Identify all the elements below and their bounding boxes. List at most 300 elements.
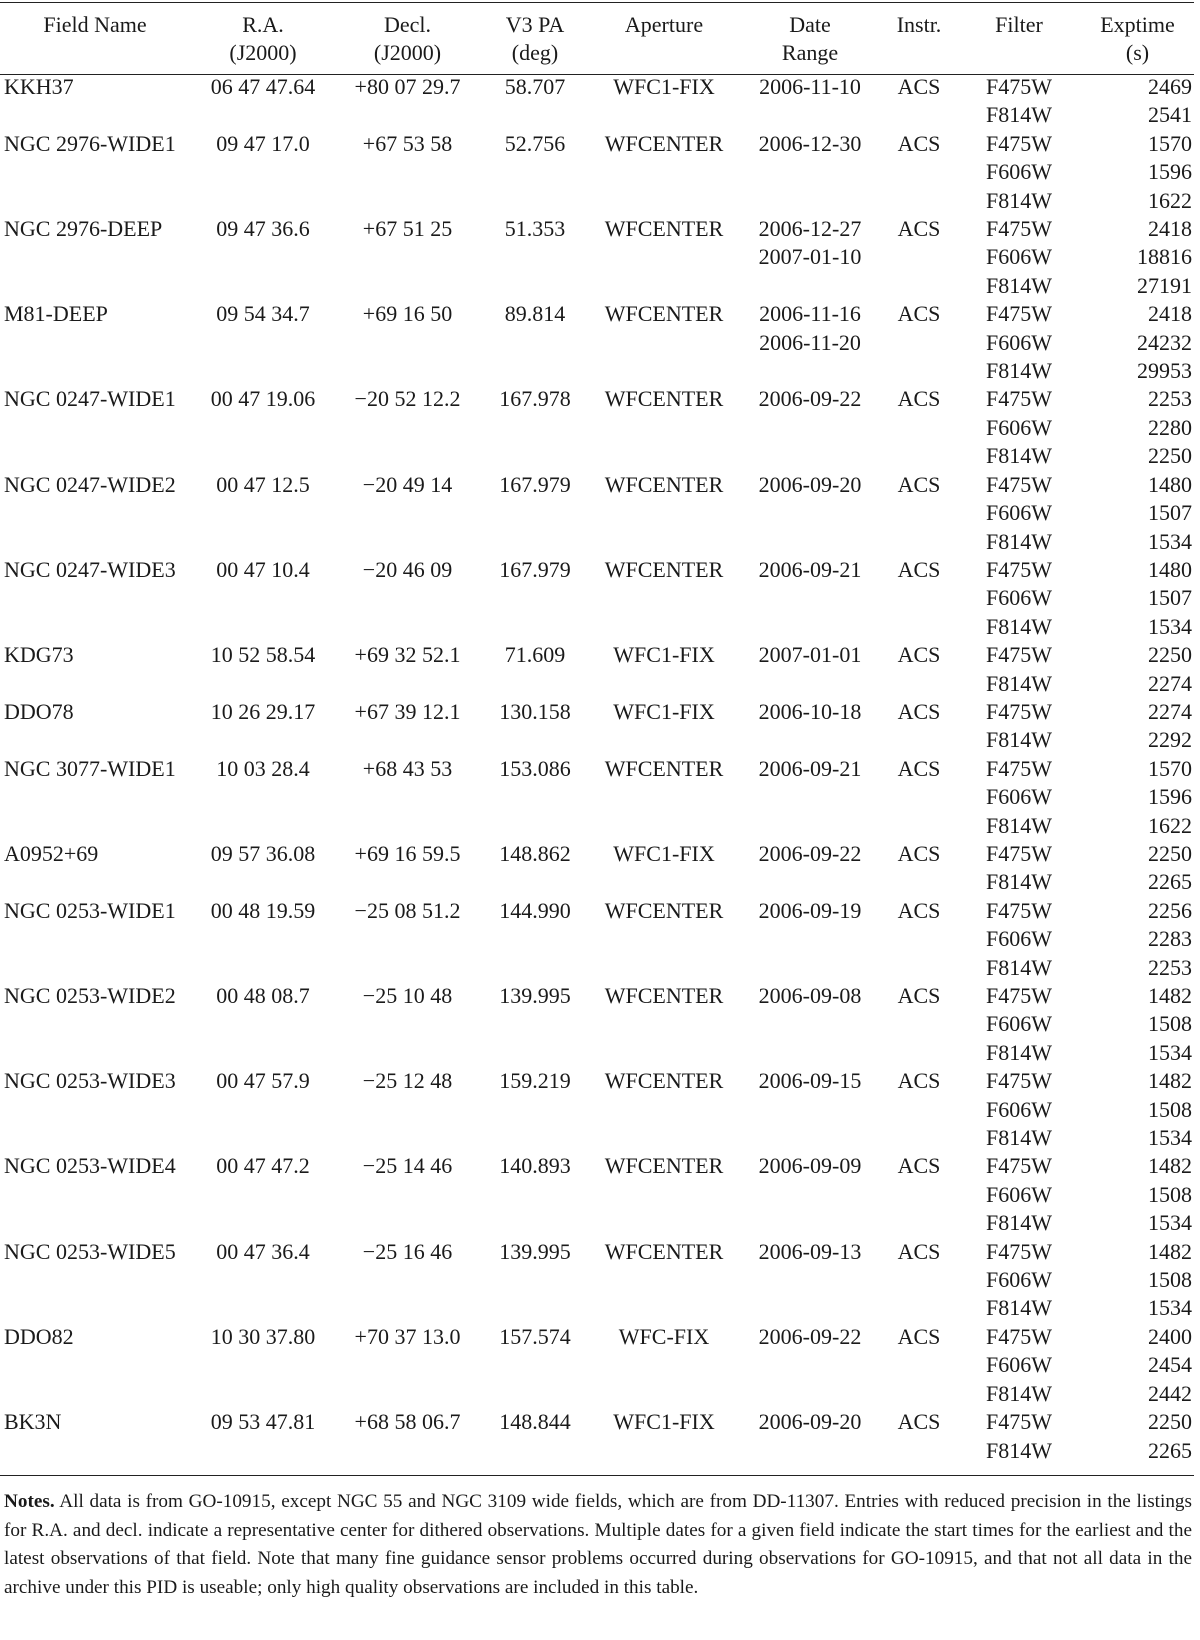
cell-filter: F475W [986, 1409, 1052, 1435]
cell-decl [336, 726, 479, 754]
cell-aperture [591, 528, 737, 556]
cell-v3pa [479, 442, 591, 470]
cell-ra: 10 03 28.4 [216, 755, 310, 781]
cell-exptime: 27191 [1137, 272, 1192, 298]
cell-field-name [0, 1437, 190, 1465]
cell-filter: F606W [986, 500, 1052, 526]
cell-aperture [591, 1181, 737, 1209]
cell-ra [190, 1294, 336, 1322]
cell-aperture [591, 726, 737, 754]
header-ra-unit: (J2000) [229, 40, 297, 65]
cell-instr: ACS [897, 1323, 941, 1349]
cell-ra [190, 1096, 336, 1124]
cell-date: 2006-09-19 [758, 897, 862, 923]
cell-v3pa: 153.086 [499, 755, 571, 781]
cell-v3pa [479, 158, 591, 186]
cell-filter: F814W [986, 954, 1052, 980]
cell-exptime: 2253 [1148, 954, 1192, 980]
cell-decl [336, 272, 479, 300]
cell-aperture [591, 243, 737, 271]
cell-exptime: 2265 [1148, 869, 1192, 895]
cell-aperture: WFCENTER [604, 983, 724, 1008]
cell-decl: +68 58 06.7 [354, 1409, 461, 1435]
cell-field-name: NGC 0253-WIDE1 [4, 897, 176, 923]
cell-field-name [0, 1380, 190, 1408]
cell-instr [883, 868, 955, 896]
cell-exptime: 2541 [1148, 102, 1192, 128]
cell-field-name: NGC 0247-WIDE2 [4, 471, 176, 497]
cell-decl: +68 43 53 [362, 755, 453, 781]
cell-instr [883, 1124, 955, 1152]
cell-date: 2007-01-10 [758, 244, 862, 270]
cell-ra [190, 499, 336, 527]
table-row [0, 1408, 1194, 1436]
cell-date [737, 101, 883, 129]
table-row [0, 1380, 1194, 1408]
header-filter-sub [955, 39, 1083, 73]
table-row [0, 982, 1194, 1010]
cell-instr: ACS [897, 74, 941, 99]
cell-field-name: NGC 2976-DEEP [4, 216, 163, 242]
cell-field-name: NGC 0247-WIDE3 [4, 556, 176, 582]
cell-date [737, 1351, 883, 1379]
cell-v3pa: 167.979 [499, 471, 571, 497]
cell-v3pa [479, 1437, 591, 1465]
cell-field-name [0, 783, 190, 811]
cell-field-name [0, 101, 190, 129]
cell-filter: F475W [986, 386, 1052, 412]
cell-date [737, 670, 883, 698]
cell-ra: 10 30 37.80 [210, 1323, 316, 1349]
cell-decl [336, 1380, 479, 1408]
cell-aperture [591, 812, 737, 840]
cell-field-name [0, 1266, 190, 1294]
cell-ra [190, 187, 336, 215]
header-row-2 [0, 39, 1194, 73]
cell-filter: F606W [986, 1267, 1052, 1293]
cell-decl [336, 357, 479, 385]
table-row [0, 158, 1194, 186]
cell-v3pa: 167.978 [499, 386, 571, 412]
cell-aperture: WFCENTER [604, 1153, 724, 1179]
cell-exptime: 1534 [1148, 1295, 1192, 1321]
cell-decl: +69 32 52.1 [354, 642, 461, 668]
cell-instr: ACS [897, 698, 941, 724]
cell-filter: F475W [986, 1068, 1052, 1094]
cell-decl [336, 158, 479, 186]
cell-aperture: WFC1-FIX [613, 74, 715, 99]
header-aperture-sub [591, 39, 737, 73]
cell-field-name: NGC 0253-WIDE5 [4, 1238, 176, 1264]
cell-field-name [0, 868, 190, 896]
cell-v3pa: 89.814 [504, 301, 566, 327]
table-row [0, 584, 1194, 612]
cell-field-name [0, 954, 190, 982]
cell-date [737, 442, 883, 470]
cell-filter: F814W [986, 102, 1052, 128]
cell-aperture: WFC1-FIX [613, 698, 715, 724]
cell-date: 2006-12-27 [758, 216, 862, 242]
cell-exptime: 1622 [1148, 187, 1192, 213]
cell-field-name [0, 1124, 190, 1152]
cell-instr: ACS [897, 642, 941, 668]
cell-ra [190, 1351, 336, 1379]
cell-filter: F814W [986, 1437, 1052, 1463]
table-row [0, 1351, 1194, 1379]
table-row [0, 1124, 1194, 1152]
cell-instr [883, 1039, 955, 1067]
cell-decl [336, 442, 479, 470]
cell-filter: F606W [986, 585, 1052, 611]
cell-ra: 00 47 10.4 [216, 556, 310, 582]
cell-date: 2006-11-20 [759, 329, 861, 355]
cell-exptime: 1507 [1148, 500, 1192, 526]
cell-aperture [591, 1294, 737, 1322]
cell-decl [336, 1437, 479, 1465]
cell-exptime: 1534 [1148, 528, 1192, 554]
cell-exptime: 1534 [1148, 1210, 1192, 1236]
cell-aperture: WFCENTER [604, 1068, 724, 1094]
cell-exptime: 1480 [1148, 556, 1192, 582]
notes-text: All data is from GO-10915, except NGC 55 and NGC 3109 wide fields, which are from DD-11307. Entries with reduced precision in the listings for R.A. and decl. indicate a representative center for dithered observations. Multiple dates for a given field indicate the start times for the earliest and the latest observations of that field. Note that many fine guidance sensor problems occurred during observations for GO-10915, and that not all data in the archive under this PID is useable; only high quality observations are included in this table. [4, 1491, 1192, 1598]
table-row [0, 755, 1194, 783]
cell-instr [883, 101, 955, 129]
cell-exptime: 2400 [1148, 1323, 1192, 1349]
cell-v3pa: 139.995 [499, 1238, 571, 1264]
table-row [0, 471, 1194, 499]
cell-exptime: 2250 [1148, 443, 1192, 469]
cell-date [737, 1181, 883, 1209]
cell-exptime: 1570 [1148, 130, 1192, 156]
cell-decl: −20 52 12.2 [354, 386, 461, 412]
cell-v3pa [479, 1039, 591, 1067]
cell-decl [336, 243, 479, 271]
cell-filter: F475W [986, 840, 1052, 866]
cell-exptime: 2418 [1148, 216, 1192, 242]
cell-filter: F606W [986, 784, 1052, 810]
cell-date [737, 613, 883, 641]
cell-v3pa: 58.707 [504, 74, 566, 99]
table-row [0, 329, 1194, 357]
cell-date: 2006-09-21 [758, 556, 862, 582]
cell-v3pa: 52.756 [504, 130, 566, 156]
cell-decl [336, 1294, 479, 1322]
cell-exptime: 2265 [1148, 1437, 1192, 1463]
cell-field-name [0, 670, 190, 698]
cell-field-name: DDO82 [4, 1323, 74, 1349]
cell-date [737, 812, 883, 840]
cell-field-name [0, 442, 190, 470]
cell-date: 2006-09-22 [758, 840, 862, 866]
cell-ra: 00 48 08.7 [216, 983, 310, 1008]
cell-decl: +80 07 29.7 [354, 74, 461, 99]
cell-field-name [0, 414, 190, 442]
header-instr: Instr. [896, 12, 942, 37]
cell-field-name: DDO78 [4, 698, 74, 724]
cell-date [737, 1437, 883, 1465]
cell-exptime: 29953 [1137, 358, 1192, 384]
cell-aperture: WFCENTER [604, 471, 724, 497]
cell-filter: F475W [986, 642, 1052, 668]
cell-v3pa [479, 357, 591, 385]
table-row [0, 243, 1194, 271]
cell-filter: F606W [986, 329, 1052, 355]
table-row [0, 1209, 1194, 1237]
cell-decl [336, 1181, 479, 1209]
cell-field-name: A0952+69 [4, 840, 99, 866]
cell-field-name [0, 613, 190, 641]
cell-field-name: NGC 0247-WIDE1 [4, 386, 176, 412]
header-v3pa: V3 PA [505, 12, 565, 37]
cell-ra [190, 954, 336, 982]
cell-ra: 09 54 34.7 [216, 301, 310, 327]
cell-field-name [0, 1010, 190, 1038]
cell-instr: ACS [897, 755, 941, 781]
cell-aperture [591, 1039, 737, 1067]
cell-filter: F814W [986, 443, 1052, 469]
cell-ra [190, 1010, 336, 1038]
cell-aperture [591, 1437, 737, 1465]
table-row [0, 812, 1194, 840]
cell-v3pa [479, 812, 591, 840]
table-row [0, 698, 1194, 726]
header-instr-sub [883, 39, 955, 73]
cell-decl [336, 1010, 479, 1038]
cell-v3pa: 140.893 [499, 1153, 571, 1179]
cell-ra: 09 47 17.0 [216, 130, 310, 156]
cell-aperture [591, 1124, 737, 1152]
table-row [0, 556, 1194, 584]
cell-date: 2006-09-08 [758, 983, 862, 1008]
cell-ra [190, 357, 336, 385]
cell-v3pa [479, 1124, 591, 1152]
cell-exptime: 2256 [1148, 897, 1192, 923]
cell-date [737, 954, 883, 982]
table-row [0, 613, 1194, 641]
table-top-rule [0, 2, 1194, 3]
cell-decl: −25 16 46 [362, 1238, 453, 1264]
cell-exptime: 1596 [1148, 784, 1192, 810]
cell-exptime: 2274 [1148, 698, 1192, 724]
cell-exptime: 2253 [1148, 386, 1192, 412]
cell-filter: F475W [986, 1323, 1052, 1349]
table-row [0, 1294, 1194, 1322]
cell-v3pa [479, 243, 591, 271]
cell-filter: F606W [986, 1096, 1052, 1122]
cell-aperture [591, 783, 737, 811]
cell-instr: ACS [897, 216, 941, 242]
table-row [0, 1238, 1194, 1266]
cell-filter: F814W [986, 1380, 1052, 1406]
cell-aperture: WFCENTER [604, 130, 724, 156]
cell-exptime: 1508 [1148, 1267, 1192, 1293]
cell-v3pa: 139.995 [499, 983, 571, 1008]
cell-exptime: 1508 [1148, 1096, 1192, 1122]
cell-instr [883, 670, 955, 698]
cell-field-name: KKH37 [4, 74, 74, 99]
table-row [0, 272, 1194, 300]
header-exptime: Exptime [1100, 12, 1175, 37]
cell-v3pa: 157.574 [499, 1323, 571, 1349]
header-field-name-sub [0, 39, 190, 73]
cell-decl [336, 670, 479, 698]
cell-filter: F814W [986, 869, 1052, 895]
cell-filter: F475W [986, 1153, 1052, 1179]
cell-filter: F606W [986, 244, 1052, 270]
cell-instr [883, 272, 955, 300]
cell-decl [336, 783, 479, 811]
cell-filter: F475W [986, 130, 1052, 156]
cell-ra: 00 47 36.4 [216, 1238, 310, 1264]
cell-field-name [0, 528, 190, 556]
cell-filter: F475W [986, 216, 1052, 242]
cell-date: 2006-09-13 [758, 1238, 862, 1264]
cell-exptime: 1570 [1148, 755, 1192, 781]
cell-exptime: 1534 [1148, 1039, 1192, 1065]
cell-filter: F475W [986, 698, 1052, 724]
cell-exptime: 1622 [1148, 812, 1192, 838]
cell-date [737, 158, 883, 186]
cell-ra: 00 47 19.06 [210, 386, 316, 412]
cell-instr [883, 528, 955, 556]
cell-field-name [0, 357, 190, 385]
cell-instr: ACS [897, 840, 941, 866]
cell-date [737, 1209, 883, 1237]
table-row [0, 414, 1194, 442]
cell-instr: ACS [897, 556, 941, 582]
cell-instr [883, 925, 955, 953]
cell-exptime: 24232 [1137, 329, 1192, 355]
cell-field-name [0, 1209, 190, 1237]
cell-exptime: 1482 [1148, 1238, 1192, 1264]
cell-ra [190, 584, 336, 612]
table-row [0, 868, 1194, 896]
cell-v3pa [479, 101, 591, 129]
header-aperture: Aperture [624, 12, 704, 37]
table-row [0, 101, 1194, 129]
cell-decl: −25 10 48 [362, 983, 453, 1008]
header-v3pa-unit: (deg) [511, 40, 559, 65]
cell-decl [336, 187, 479, 215]
cell-instr: ACS [897, 1238, 941, 1264]
cell-decl [336, 101, 479, 129]
cell-date [737, 1266, 883, 1294]
cell-ra [190, 243, 336, 271]
cell-decl [336, 954, 479, 982]
cell-date [737, 1294, 883, 1322]
cell-filter: F475W [986, 301, 1052, 327]
cell-aperture [591, 187, 737, 215]
cell-decl: −25 08 51.2 [354, 897, 461, 923]
cell-decl [336, 1266, 479, 1294]
cell-field-name [0, 812, 190, 840]
cell-date [737, 584, 883, 612]
cell-aperture: WFC1-FIX [613, 1409, 715, 1435]
cell-filter: F814W [986, 1039, 1052, 1065]
cell-v3pa [479, 272, 591, 300]
cell-ra [190, 726, 336, 754]
cell-decl [336, 584, 479, 612]
cell-filter: F606W [986, 414, 1052, 440]
cell-date: 2006-09-22 [758, 386, 862, 412]
table-row [0, 840, 1194, 868]
header-decl-unit: (J2000) [373, 40, 442, 65]
cell-filter: F606W [986, 1011, 1052, 1037]
table-row [0, 1096, 1194, 1124]
cell-field-name: NGC 2976-WIDE1 [4, 130, 176, 156]
cell-aperture [591, 357, 737, 385]
cell-filter: F814W [986, 727, 1052, 753]
cell-instr [883, 1181, 955, 1209]
cell-date: 2007-01-01 [758, 642, 862, 668]
cell-decl [336, 329, 479, 357]
cell-date: 2006-09-15 [758, 1068, 862, 1094]
table-row [0, 1181, 1194, 1209]
cell-decl: +70 37 13.0 [354, 1323, 461, 1349]
cell-filter: F475W [986, 471, 1052, 497]
table-header [0, 11, 1194, 73]
header-filter: Filter [995, 12, 1043, 37]
cell-instr: ACS [897, 1068, 941, 1094]
cell-aperture [591, 329, 737, 357]
cell-ra: 06 47 47.64 [210, 74, 316, 99]
cell-decl [336, 414, 479, 442]
cell-instr: ACS [897, 897, 941, 923]
cell-decl [336, 1209, 479, 1237]
cell-decl: +67 53 58 [362, 130, 453, 156]
cell-v3pa [479, 726, 591, 754]
cell-instr [883, 414, 955, 442]
cell-exptime: 1482 [1148, 983, 1192, 1008]
cell-decl: −25 12 48 [362, 1068, 453, 1094]
cell-date [737, 187, 883, 215]
cell-aperture [591, 954, 737, 982]
cell-ra [190, 812, 336, 840]
cell-field-name [0, 1181, 190, 1209]
cell-instr: ACS [897, 471, 941, 497]
cell-aperture: WFC1-FIX [613, 840, 715, 866]
cell-instr [883, 329, 955, 357]
cell-v3pa [479, 1351, 591, 1379]
cell-ra [190, 1266, 336, 1294]
cell-instr [883, 783, 955, 811]
cell-exptime: 1508 [1148, 1181, 1192, 1207]
header-row-1 [0, 11, 1194, 39]
cell-field-name [0, 1096, 190, 1124]
table-row [0, 215, 1194, 243]
cell-field-name [0, 1351, 190, 1379]
cell-field-name [0, 158, 190, 186]
cell-ra [190, 925, 336, 953]
cell-date [737, 1124, 883, 1152]
cell-instr [883, 1351, 955, 1379]
cell-filter: F606W [986, 1181, 1052, 1207]
table-notes [4, 1488, 1192, 1602]
cell-instr [883, 1437, 955, 1465]
cell-decl: −25 14 46 [362, 1153, 453, 1179]
cell-filter: F814W [986, 272, 1052, 298]
cell-filter: F814W [986, 812, 1052, 838]
cell-v3pa [479, 1181, 591, 1209]
cell-v3pa [479, 414, 591, 442]
table-row [0, 925, 1194, 953]
cell-v3pa [479, 954, 591, 982]
cell-aperture [591, 1010, 737, 1038]
cell-instr [883, 812, 955, 840]
cell-ra [190, 1039, 336, 1067]
cell-v3pa: 159.219 [499, 1068, 571, 1094]
cell-aperture [591, 925, 737, 953]
